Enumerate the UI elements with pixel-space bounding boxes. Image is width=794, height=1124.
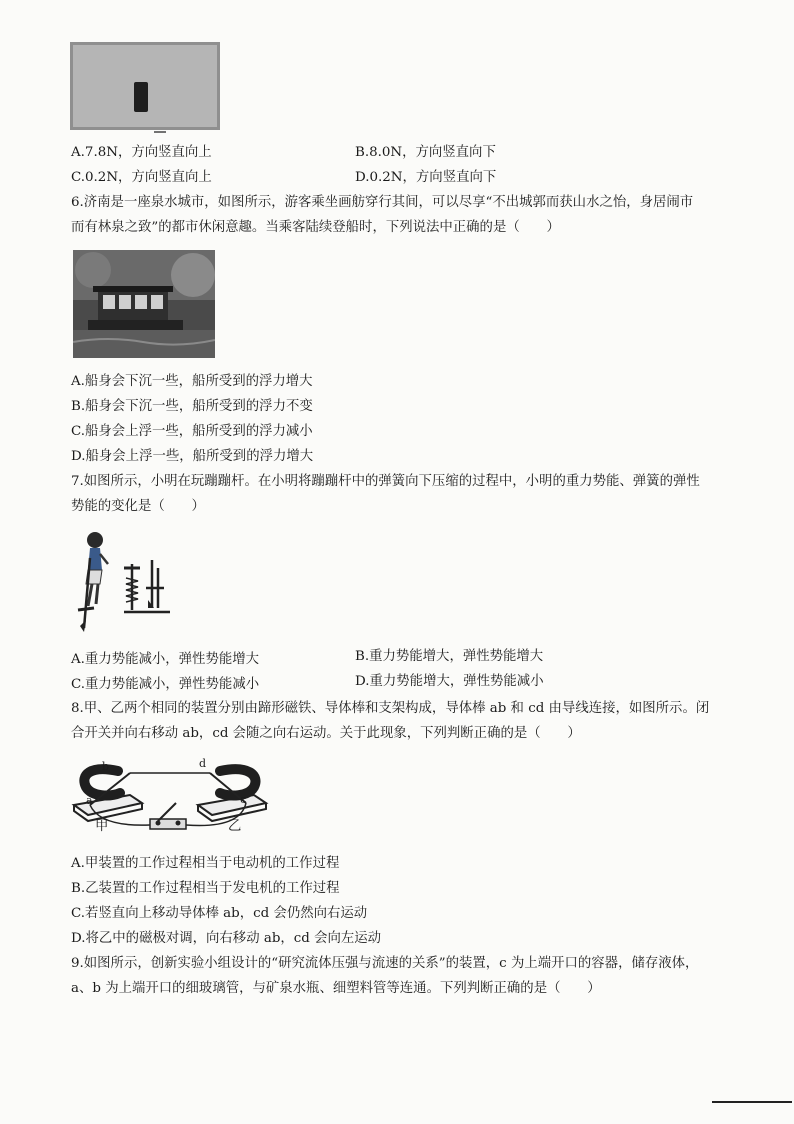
q7-option-c: C.重力势能减小，弹性势能减小 (71, 677, 260, 692)
q7-figure-pogo-stick (70, 528, 180, 636)
q5-option-d: D.0.2N，方向竖直向下 (355, 170, 497, 185)
q5-figure-photo (70, 42, 220, 134)
q8-option-a: A.甲装置的工作过程相当于电动机的工作过程 (71, 856, 340, 871)
q5-option-b: B.8.0N，方向竖直向下 (355, 145, 496, 160)
q8-stem-line-1: 8.甲、乙两个相同的装置分别由蹄形磁铁、导体棒和支架构成，导体棒 ab 和 cd 由导线连接，如图所示。闭 (71, 701, 710, 716)
q8-label-yi: 乙 (228, 819, 242, 834)
q6-option-a: A.船身会下沉一些，船所受到的浮力增大 (71, 374, 313, 389)
q5-option-a: A.7.8N，方向竖直向上 (71, 145, 212, 160)
q7-stem-line-1: 7.如图所示，小明在玩蹦蹦杆。在小明将蹦蹦杆中的弹簧向下压缩的过程中，小明的重力势能、弹簧的弹性 (71, 474, 700, 489)
q9-stem-line-2: a、b 为上端开口的细玻璃管，与矿泉水瓶、细塑料管等连通。下列判断正确的是（ ） (71, 981, 601, 996)
q6-option-b: B.船身会下沉一些，船所受到的浮力不变 (71, 399, 313, 414)
q6-option-d: D.船身会上浮一些，船所受到的浮力增大 (71, 449, 314, 464)
q8-option-c: C.若竖直向上移动导体棒 ab，cd 会仍然向右运动 (71, 906, 368, 921)
q6-option-c: C.船身会上浮一些，船所受到的浮力减小 (71, 424, 313, 439)
q8-stem-line-2: 合开关并向右移动 ab，cd 会随之向右运动。关于此现象，下列判断正确的是（ ） (71, 726, 581, 741)
q7-option-a: A.重力势能减小，弹性势能增大 (71, 652, 260, 667)
q6-figure-boat-photo (73, 250, 215, 358)
q7-option-d: D.重力势能增大，弹性势能减小 (355, 674, 544, 689)
q5-option-c: C.0.2N，方向竖直向上 (71, 170, 212, 185)
q6-stem-line-2: 而有林泉之致”的都市休闲意趣。当乘客陆续登船时，下列说法中正确的是（ ） (71, 220, 560, 235)
q8-option-b: B.乙装置的工作过程相当于发电机的工作过程 (71, 881, 340, 896)
q8-option-d: D.将乙中的磁极对调，向右移动 ab，cd 会向左运动 (71, 931, 382, 946)
q8-label-jia: 甲 (95, 819, 109, 834)
q8-label-d: d (199, 757, 207, 770)
q9-stem-line-1: 9.如图所示，创新实验小组设计的“研究流体压强与流速的关系”的装置，c 为上端开口的容器，储存液体， (71, 956, 699, 971)
q8-label-c: c (240, 793, 247, 806)
q7-option-b: B.重力势能增大，弹性势能增大 (355, 649, 544, 664)
q6-stem-line-1: 6.济南是一座泉水城市，如图所示，游客乘坐画舫穿行其间，可以尽享“不出城郭而获山水之怡，身居闹市 (71, 195, 694, 210)
q8-label-b: b (102, 760, 110, 773)
q8-label-a: a (86, 794, 93, 807)
page-footer-rule (712, 1101, 792, 1103)
q7-stem-line-2: 势能的变化是（ ） (71, 499, 205, 514)
